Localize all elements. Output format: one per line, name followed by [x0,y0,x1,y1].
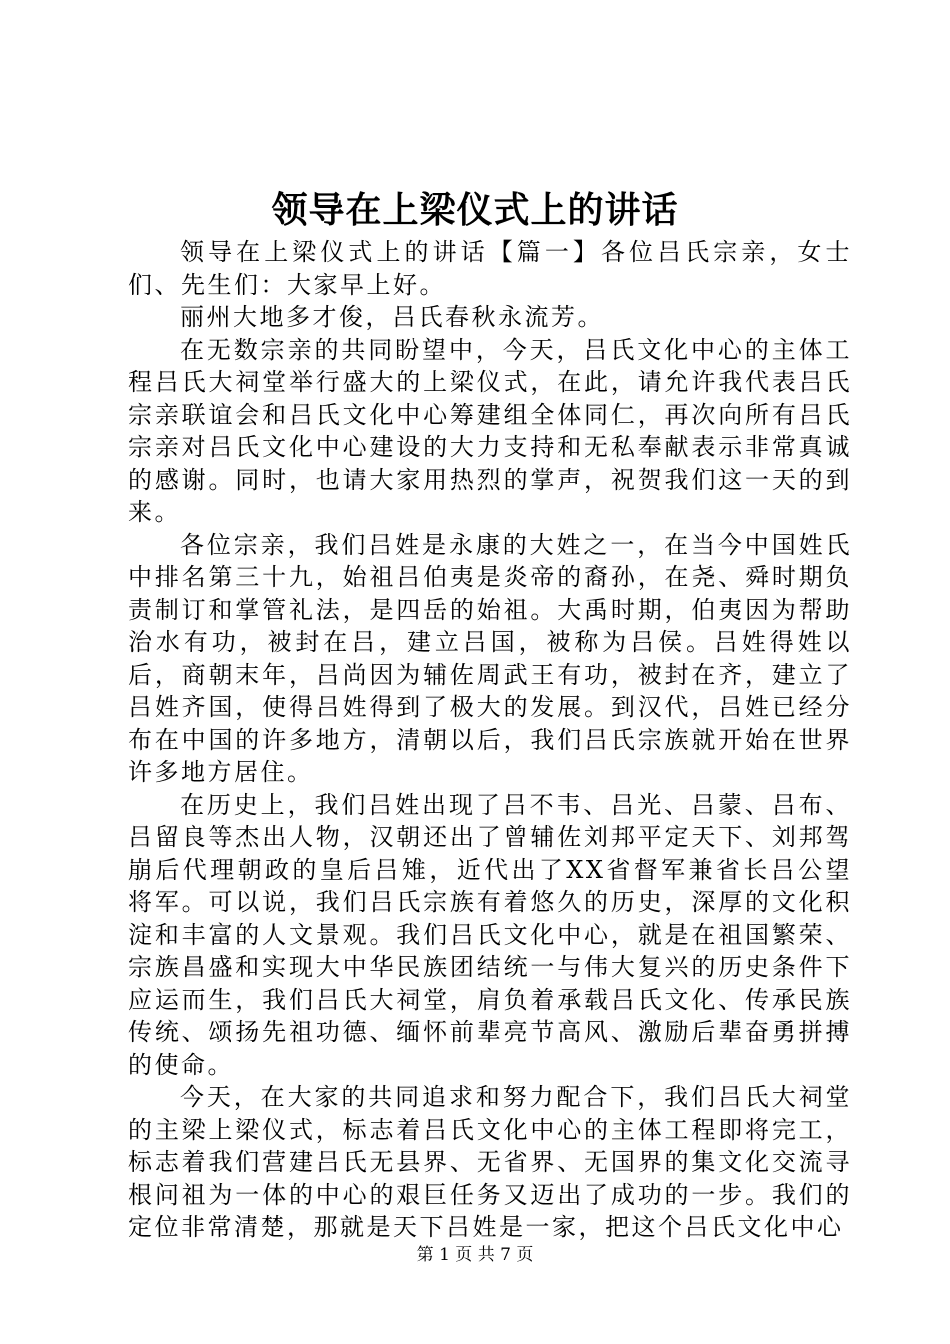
document-body [128,236,852,1244]
document-title: 领导在上梁仪式上的讲话 [271,189,679,231]
page-footer: 第 1 页 共 7 页 [416,1245,534,1265]
paragraph-thanks: 在无数宗亲的共同盼望中，今天，吕氏文化中心的主体工程吕氏大祠堂举行盛大的上梁仪式，在此，请允许我代表吕氏宗亲联谊会和吕氏文化中心筹建组全体同仁，再次向所有吕氏宗亲对吕氏文化中心建设的大力支持和无私奉献表示非常真诚的感谢。同时，也请大家用热烈的掌声，祝贺我们这一天的到来。 [128,335,852,526]
paragraph-greeting: 领导在上梁仪式上的讲话【篇一】各位吕氏宗亲，女士们、先生们：大家早上好。 [128,238,852,299]
paragraph-couplet: 丽州大地多才俊，吕氏春秋永流芳。 [180,303,604,331]
paragraph-history: 在历史上，我们吕姓出现了吕不韦、吕光、吕蒙、吕布、吕留良等杰出人物，汉朝还出了曾辅佐刘邦平定天下、刘邦驾崩后代理朝政的皇后吕雉，近代出了XX省督军兼省长吕公望将军。可以说，我们吕氏宗族有着悠久的历史，深厚的文化积淀和丰富的人文景观。我们吕氏文化中心，就是在祖国繁荣、宗族昌盛和实现大中华民族团结统一与伟大复兴的历史条件下应运而生，我们吕氏大祠堂，肩负着承载吕氏文化、传承民族传统、颂扬先祖功德、缅怀前辈亮节高风、激励后辈奋勇拼搏的使命。 [128,790,852,1079]
paragraph-surname-origin: 各位宗亲，我们吕姓是永康的大姓之一，在当今中国姓氏中排名第三十九，始祖吕伯夷是炎帝的裔孙，在尧、舜时期负责制订和掌管礼法，是四岳的始祖。大禹时期，伯夷因为帮助治水有功，被封在吕，建立吕国，被称为吕侯。吕姓得姓以后，商朝末年，吕尚因为辅佐周武王有功，被封在齐，建立了吕姓齐国，使得吕姓得到了极大的发展。到汉代，吕姓已经分布在中国的许多地方，清朝以后，我们吕氏宗族就开始在世界许多地方居住。 [128,530,852,786]
paragraph-milestone: 今天，在大家的共同追求和努力配合下，我们吕氏大祠堂的主梁上梁仪式，标志着吕氏文化中心的主体工程即将完工，标志着我们营建吕氏无县界、无省界、无国界的集文化交流寻根问祖为一体的中心的艰巨任务又迈出了成功的一步。我们的定位非常清楚，那就是天下吕姓是一家，把这个吕氏文化中心 [128,1083,852,1241]
